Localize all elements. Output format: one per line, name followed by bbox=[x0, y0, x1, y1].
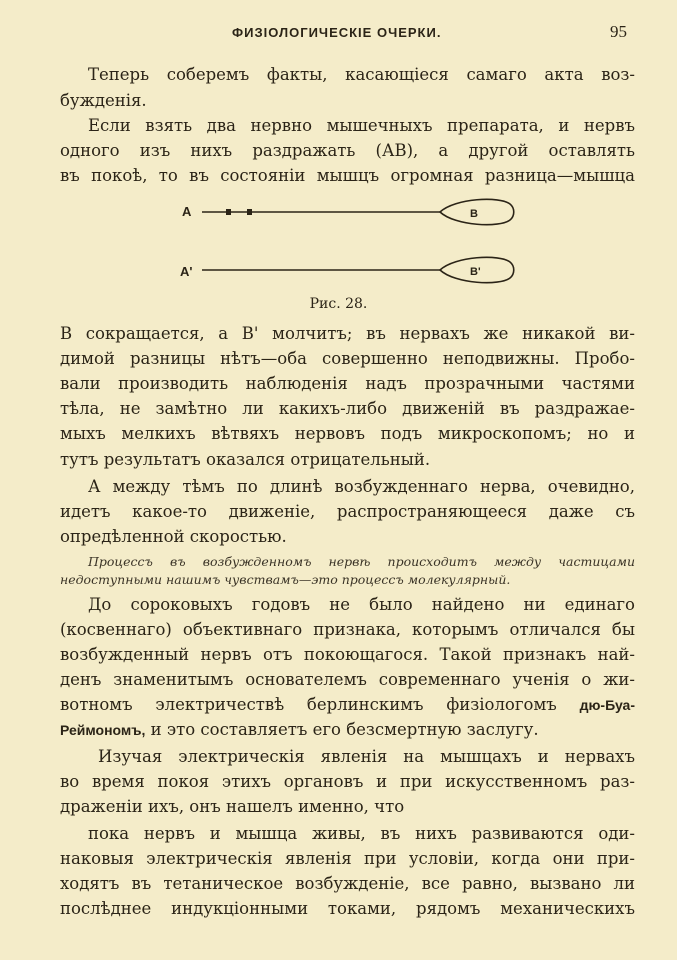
paragraph-observation-line1: В сокращается, а В' молчитъ; въ нервахъ же никакой ви- bbox=[60, 324, 635, 343]
paragraph-preparation-line1: Если взять два нервно мышечныхъ препарата, и нервъ bbox=[88, 116, 635, 135]
paragraph-final-line1: пока нервъ и мышца живы, въ нихъ развиваются оди- bbox=[88, 824, 635, 843]
label-a-prime: A' bbox=[180, 264, 193, 279]
paragraph-observation-line5: мыхъ мелкихъ вѣтвяхъ нервовъ подъ микроскопомъ; но и bbox=[60, 424, 635, 443]
paragraph-forties-line5 bbox=[60, 692, 635, 719]
paragraph-speed-line2: идетъ какое-то движеніе, распространяющееся даже съ bbox=[60, 502, 635, 521]
paragraph-study-line3: драженіи ихъ, онъ нашелъ именно, что bbox=[60, 797, 405, 816]
paragraph-forties-line6-text: и это составляетъ его безсмертную заслугу. bbox=[150, 720, 539, 739]
paragraph-intro-line2: бужденія. bbox=[60, 91, 147, 110]
scientist-name-part1: дю-Буа- bbox=[579, 697, 635, 713]
paragraph-forties-line6 bbox=[60, 717, 635, 744]
paragraph-forties-line3: возбужденный нервъ отъ покоющагося. Такой признакъ най- bbox=[60, 645, 635, 664]
paragraph-final-line2: наковыя электрическія явленія при условіи, когда они при- bbox=[60, 849, 635, 868]
paragraph-preparation-line3: въ покоѣ, то въ состояніи мышцъ огромная разница—мышца bbox=[60, 166, 635, 185]
label-b-prime: B' bbox=[470, 266, 481, 278]
electrode-2 bbox=[247, 209, 252, 215]
paragraph-observation-line4: тѣла, не замѣтно ли какихъ-либо движеній въ раздражае- bbox=[60, 399, 635, 418]
page-number: 95 bbox=[610, 22, 627, 41]
nerve-muscle-diagram bbox=[0, 190, 677, 300]
paragraph-speed-line1: А между тѣмъ по длинѣ возбужденнаго нерва, очевидно, bbox=[88, 477, 635, 496]
paragraph-observation-line2: димой разницы нѣтъ—оба совершенно неподвижны. Пробо- bbox=[60, 349, 635, 368]
label-b: B bbox=[470, 208, 478, 220]
paragraph-study-line2: во время покоя этихъ органовъ и при искусственномъ раз- bbox=[60, 772, 635, 791]
scientist-name-part2: Реймономъ, bbox=[60, 722, 146, 738]
paragraph-final-line3: ходятъ въ тетаническое возбужденіе, все равно, вызвано ли bbox=[60, 874, 635, 893]
paragraph-study-line1: Изучая электрическія явленія на мышцахъ и нервахъ bbox=[98, 747, 635, 766]
italic-note-line1: Процессъ въ возбужденномъ нервѣ происходитъ между частицами bbox=[88, 554, 635, 569]
figure-caption: Рис. 28. bbox=[309, 296, 368, 312]
label-a: A bbox=[182, 204, 192, 219]
electrode-1 bbox=[226, 209, 231, 215]
running-header bbox=[0, 22, 677, 45]
paragraph-intro-line1: Теперь соберемъ факты, касающіеся самаго акта воз- bbox=[88, 65, 635, 84]
paragraph-forties-line1: До сороковыхъ годовъ не было найдено ни единаго bbox=[88, 595, 635, 614]
paragraph-forties-line4: денъ знаменитымъ основателемъ современнаго ученія о жи- bbox=[60, 670, 635, 689]
paragraph-observation-line6: тутъ результатъ оказался отрицательный. bbox=[60, 450, 431, 469]
figure-28 bbox=[0, 190, 677, 300]
paragraph-forties-line5-text: вотномъ электричествѣ берлинскимъ физіологомъ bbox=[60, 695, 557, 714]
paragraph-final-line4: послѣднее индукціонными токами, рядомъ механическихъ bbox=[60, 899, 635, 918]
paragraph-observation-line3: вали производить наблюденія надъ прозрачными частями bbox=[60, 374, 635, 393]
header-title: ФИЗІОЛОГИЧЕСКІЕ ОЧЕРКИ. bbox=[232, 25, 442, 40]
paragraph-forties-line2: (косвеннаго) объективнаго признака, которымъ отличался бы bbox=[60, 620, 635, 639]
italic-note-line2: недоступными нашимъ чувствамъ—это процессъ молекулярный. bbox=[60, 572, 511, 587]
paragraph-speed-line3: опредѣленной скоростью. bbox=[60, 527, 287, 546]
paragraph-preparation-line2: одного изъ нихъ раздражать (АВ), а другой оставлять bbox=[60, 141, 635, 160]
